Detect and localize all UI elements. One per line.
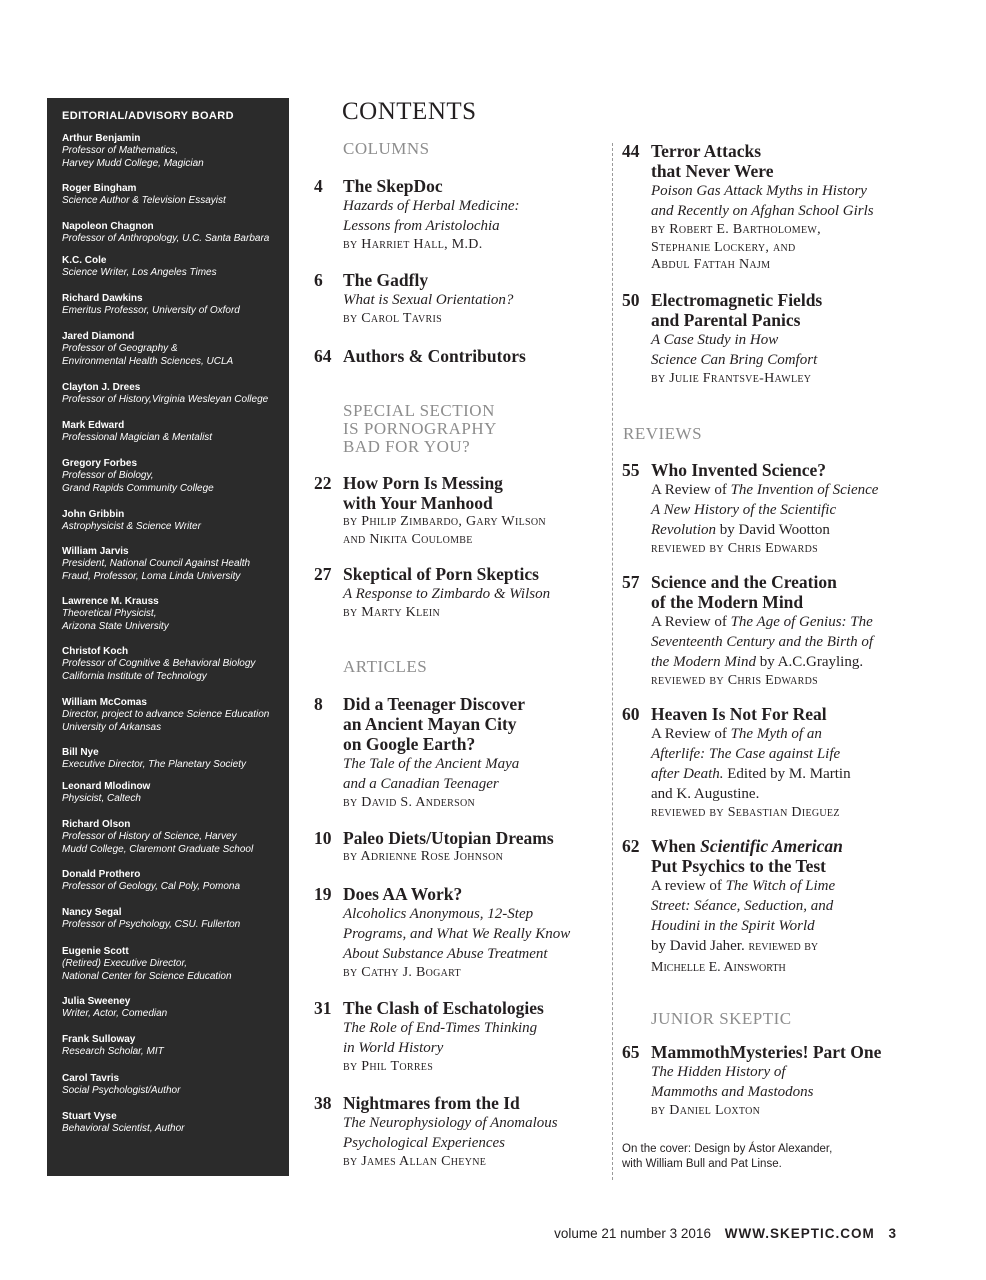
member-description: Professor of Psychology, CSU. Fullerton <box>62 919 241 930</box>
member-description: Director, project to advance Science Education University of Arkansas <box>62 709 270 733</box>
article-subtitle: Poison Gas Attack Myths in History and Recently on Afghan School Girls <box>651 183 874 219</box>
member-name: William Jarvis <box>62 546 129 557</box>
board-member <box>62 221 284 246</box>
article-byline: by David S. Anderson <box>343 795 476 810</box>
member-description: Theoretical Physicist, Arizona State University <box>62 608 169 632</box>
member-name: Julia Sweeney <box>62 996 131 1007</box>
member-description: Writer, Actor, Comedian <box>62 1008 168 1019</box>
member-description: Professor of Cognitive & Behavioral Biology California Institute of Technology <box>62 658 256 682</box>
page-number-ref: 44 <box>622 141 640 161</box>
member-description: Executive Director, The Planetary Society <box>62 759 246 770</box>
article-subtitle: The Tale of the Ancient Maya and a Canadian Teenager <box>343 756 520 792</box>
review-text: A Review of <box>651 614 731 630</box>
review-byline: reviewed by Sebastian Dieguez <box>651 805 840 820</box>
member-description: Professor of Biology, Grand Rapids Community College <box>62 470 214 494</box>
page-number-ref: 10 <box>314 828 332 848</box>
page-number-ref: 27 <box>314 564 332 584</box>
entry-body <box>651 141 874 274</box>
article-title[interactable]: Nightmares from the Id <box>343 1093 520 1113</box>
review-text: The Witch of Lime <box>725 878 836 894</box>
article-title[interactable]: Paleo Diets/Utopian Dreams <box>343 828 554 848</box>
article-byline: by Julie Frantsve-Hawley <box>651 371 812 386</box>
section-articles: ARTICLES <box>343 657 428 676</box>
member-name: Richard Olson <box>62 819 131 830</box>
member-name: Clayton J. Drees <box>62 382 141 393</box>
member-name: William McComas <box>62 697 147 708</box>
member-name: Carol Tavris <box>62 1073 120 1084</box>
article-byline: by James Allan Cheyne <box>343 1154 487 1169</box>
review-text: A Review of <box>651 726 731 742</box>
article-byline: by Cathy J. Bogart <box>343 965 461 980</box>
article-byline: by Adrienne Rose Johnson <box>343 849 504 864</box>
entry-body <box>343 473 546 548</box>
review-text: Seventeenth Century and the Birth of <box>651 634 874 650</box>
section-special: SPECIAL SECTION IS PORNOGRAPHY BAD FOR YOU? <box>343 401 497 456</box>
entry-body <box>343 346 526 366</box>
entry-body <box>651 704 851 822</box>
title-italic: Scientific American <box>700 836 843 856</box>
article-subtitle: A Response to Zimbardo & Wilson <box>343 586 551 602</box>
member-description: Professor of Geography & Environmental Health Sciences, UCLA <box>62 343 234 367</box>
member-name: Roger Bingham <box>62 183 137 194</box>
board-member <box>62 697 284 734</box>
review-text: Afterlife: The Case against Life <box>651 746 841 762</box>
board-member <box>62 596 284 633</box>
page-number-ref: 19 <box>314 884 332 904</box>
entry-body <box>651 572 873 690</box>
member-description: Science Author & Television Essayist <box>62 195 226 206</box>
member-name: Eugenie Scott <box>62 946 129 957</box>
member-description: Social Psychologist/Author <box>62 1085 181 1096</box>
review-text: Edited by M. Martin <box>723 766 851 782</box>
article-title[interactable]: Does AA Work? <box>343 884 463 904</box>
review-text: Michelle E. Ainsworth <box>651 960 786 975</box>
article-subtitle: The Hidden History of Mammoths and Mastodons <box>651 1064 814 1100</box>
board-member <box>62 293 284 318</box>
board-member <box>62 133 284 170</box>
page-number-ref: 50 <box>622 290 640 310</box>
member-description: Astrophysicist & Science Writer <box>62 521 201 532</box>
member-name: Mark Edward <box>62 420 125 431</box>
page-number-ref: 4 <box>314 176 323 196</box>
review-byline: reviewed by Chris Edwards <box>651 673 818 688</box>
entry-body <box>651 290 822 388</box>
issue-info: volume 21 number 3 2016 <box>554 1226 711 1241</box>
member-name: K.C. Cole <box>62 255 107 266</box>
board-member <box>62 183 284 208</box>
article-subtitle: A Case Study in How Science Can Bring Comfort <box>651 332 818 368</box>
entry-body <box>343 564 550 622</box>
page-number-ref: 64 <box>314 346 332 366</box>
member-name: Leonard Mlodinow <box>62 781 151 792</box>
board-member <box>62 509 284 534</box>
member-name: Nancy Segal <box>62 907 122 918</box>
member-description: Professor of History,Virginia Wesleyan College <box>62 394 269 405</box>
section-reviews: REVIEWS <box>623 424 703 443</box>
board-title: EDITORIAL/ADVISORY BOARD <box>62 110 234 122</box>
page-number-ref: 8 <box>314 694 323 714</box>
member-name: Donald Prothero <box>62 869 141 880</box>
board-member <box>62 255 284 280</box>
member-description: Professor of Geology, Cal Poly, Pomona <box>62 881 241 892</box>
member-description: Professor of Mathematics, Harvey Mudd College, Magician <box>62 145 204 169</box>
member-name: Bill Nye <box>62 747 99 758</box>
page-number-ref: 55 <box>622 460 640 480</box>
board-member <box>62 869 284 894</box>
article-byline: by Harriet Hall, M.D. <box>343 237 483 252</box>
member-description: Science Writer, Los Angeles Times <box>62 267 217 278</box>
member-description: Behavioral Scientist, Author <box>62 1123 185 1134</box>
board-member <box>62 819 284 856</box>
review-text: A New History of the Scientific <box>651 502 837 518</box>
review-text: reviewed by <box>748 939 819 954</box>
article-subtitle: The Role of End-Times Thinking in World History <box>343 1020 538 1056</box>
review-title[interactable]: Heaven Is Not For Real <box>651 704 827 724</box>
entry-body <box>343 270 513 328</box>
entry-body <box>343 998 544 1076</box>
page-number: 3 <box>888 1226 896 1241</box>
entry-body <box>343 694 525 812</box>
member-name: Gregory Forbes <box>62 458 138 469</box>
page-number-ref: 65 <box>622 1042 640 1062</box>
review-description <box>651 876 843 978</box>
entry-body <box>651 1042 881 1120</box>
entry-body <box>651 836 843 978</box>
review-text: by David Wootton <box>715 522 830 538</box>
contents-title: CONTENTS <box>342 98 477 125</box>
member-name: Napoleon Chagnon <box>62 221 154 232</box>
entry-body <box>343 828 554 866</box>
board-member <box>62 1073 284 1098</box>
article-subtitle: The Neurophysiology of Anomalous Psychological Experiences <box>343 1115 558 1151</box>
review-text: A review of <box>651 878 726 894</box>
page-number-ref: 62 <box>622 836 640 856</box>
member-description: Professor of Anthropology, U.C. Santa Barbara <box>62 233 270 244</box>
entry-body <box>651 460 878 558</box>
article-title[interactable]: Terror Attacks that Never Were <box>651 141 774 181</box>
entry-body <box>343 884 570 982</box>
article-title[interactable]: The Clash of Eschatologies <box>343 998 544 1018</box>
review-title[interactable]: Who Invented Science? <box>651 460 826 480</box>
review-description <box>651 612 873 672</box>
member-name: Lawrence M. Krauss <box>62 596 159 607</box>
column-divider <box>612 143 613 1180</box>
board-member <box>62 646 284 683</box>
member-description: Physicist, Caltech <box>62 793 141 804</box>
review-title[interactable]: Science and the Creation of the Modern Mind <box>651 572 837 612</box>
page-number-ref: 38 <box>314 1093 332 1113</box>
page-number-ref: 57 <box>622 572 640 592</box>
review-text: after Death. <box>651 766 724 782</box>
article-title[interactable]: Electromagnetic Fields and Parental Panics <box>651 290 823 330</box>
article-subtitle: Alcoholics Anonymous, 12-Step Programs, and What We Really Know About Substance Abuse Treatment <box>343 906 571 962</box>
title-part: Put Psychics to the Test <box>651 856 826 876</box>
board-member <box>62 781 284 806</box>
member-description: President, National Council Against Health Fraud, Professor, Loma Linda University <box>62 558 251 582</box>
member-name: Stuart Vyse <box>62 1111 117 1122</box>
page-footer <box>554 1226 896 1241</box>
member-name: Richard Dawkins <box>62 293 143 304</box>
section-columns: COLUMNS <box>343 139 430 158</box>
member-name: John Gribbin <box>62 509 125 520</box>
review-text: A Review of <box>651 482 731 498</box>
review-description <box>651 480 878 540</box>
board-member <box>62 996 284 1021</box>
review-text: Street: Séance, Seduction, and <box>651 898 834 914</box>
member-description: Emeritus Professor, University of Oxford <box>62 305 240 316</box>
article-byline: by Philip Zimbardo, Gary Wilson and Nikita Coulombe <box>343 514 546 547</box>
entry-body <box>343 1093 558 1171</box>
article-title[interactable]: The Gadfly <box>343 270 429 290</box>
review-description <box>651 724 851 804</box>
article-byline: by Robert E. Bartholomew, Stephanie Lockery, and Abdul Fattah Najm <box>651 222 821 272</box>
board-member <box>62 546 284 583</box>
title-part: When <box>651 836 701 856</box>
member-name: Arthur Benjamin <box>62 133 141 144</box>
board-member <box>62 1111 284 1136</box>
member-name: Jared Diamond <box>62 331 135 342</box>
review-text: The Invention of Science <box>730 482 879 498</box>
review-text: by David Jaher. <box>651 938 749 954</box>
article-title[interactable]: MammothMysteries! Part One <box>651 1042 882 1062</box>
page-number-ref: 22 <box>314 473 332 493</box>
review-text: Revolution <box>651 522 716 538</box>
member-name: Frank Sulloway <box>62 1034 136 1045</box>
website-link[interactable]: WWW.SKEPTIC.COM <box>724 1226 875 1241</box>
review-text: by A.C.Grayling. <box>755 654 864 670</box>
article-byline: by Marty Klein <box>343 605 441 620</box>
board-member <box>62 331 284 368</box>
article-byline: by Phil Torres <box>343 1059 434 1074</box>
section-junior-skeptic: JUNIOR SKEPTIC <box>651 1009 792 1028</box>
article-title[interactable]: Skeptical of Porn Skeptics <box>343 564 539 584</box>
entry-body <box>343 176 520 254</box>
article-title[interactable]: The SkepDoc <box>343 176 443 196</box>
review-text: The Myth of an <box>730 726 822 742</box>
board-member <box>62 382 284 407</box>
board-member <box>62 747 284 772</box>
article-title[interactable]: Did a Teenager Discover an Ancient Mayan City on Google Earth? <box>343 694 525 754</box>
article-byline: by Carol Tavris <box>343 311 442 326</box>
board-member <box>62 420 284 445</box>
board-member <box>62 907 284 932</box>
review-title[interactable] <box>651 836 843 876</box>
member-description: Research Scholar, MIT <box>62 1046 164 1057</box>
article-subtitle: What is Sexual Orientation? <box>343 292 514 308</box>
board-member <box>62 1034 284 1059</box>
board-member <box>62 946 284 983</box>
review-text: Houdini in the Spirit World <box>651 918 815 934</box>
member-description: Professional Magician & Mentalist <box>62 432 213 443</box>
page-number-ref: 31 <box>314 998 332 1018</box>
review-text: and K. Augustine. <box>651 786 760 802</box>
article-byline: by Daniel Loxton <box>651 1103 761 1118</box>
page-number-ref: 6 <box>314 270 323 290</box>
member-name: Christof Koch <box>62 646 129 657</box>
page-number-ref: 60 <box>622 704 640 724</box>
article-title[interactable]: How Porn Is Messing with Your Manhood <box>343 473 503 513</box>
cover-credit: On the cover: Design by Ástor Alexander, with William Bull and Pat Linse. <box>622 1143 833 1170</box>
review-text: The Age of Genius: The <box>730 614 873 630</box>
member-description: Professor of History of Science, Harvey Mudd College, Claremont Graduate School <box>62 831 254 855</box>
review-byline: reviewed by Chris Edwards <box>651 541 818 556</box>
board-member <box>62 458 284 495</box>
member-description: (Retired) Executive Director, National Center for Science Education <box>62 958 232 982</box>
article-title[interactable]: Authors & Contributors <box>343 346 526 366</box>
article-subtitle: Hazards of Herbal Medicine: Lessons from Aristolochia <box>343 198 520 234</box>
review-text: the Modern Mind <box>651 654 756 670</box>
